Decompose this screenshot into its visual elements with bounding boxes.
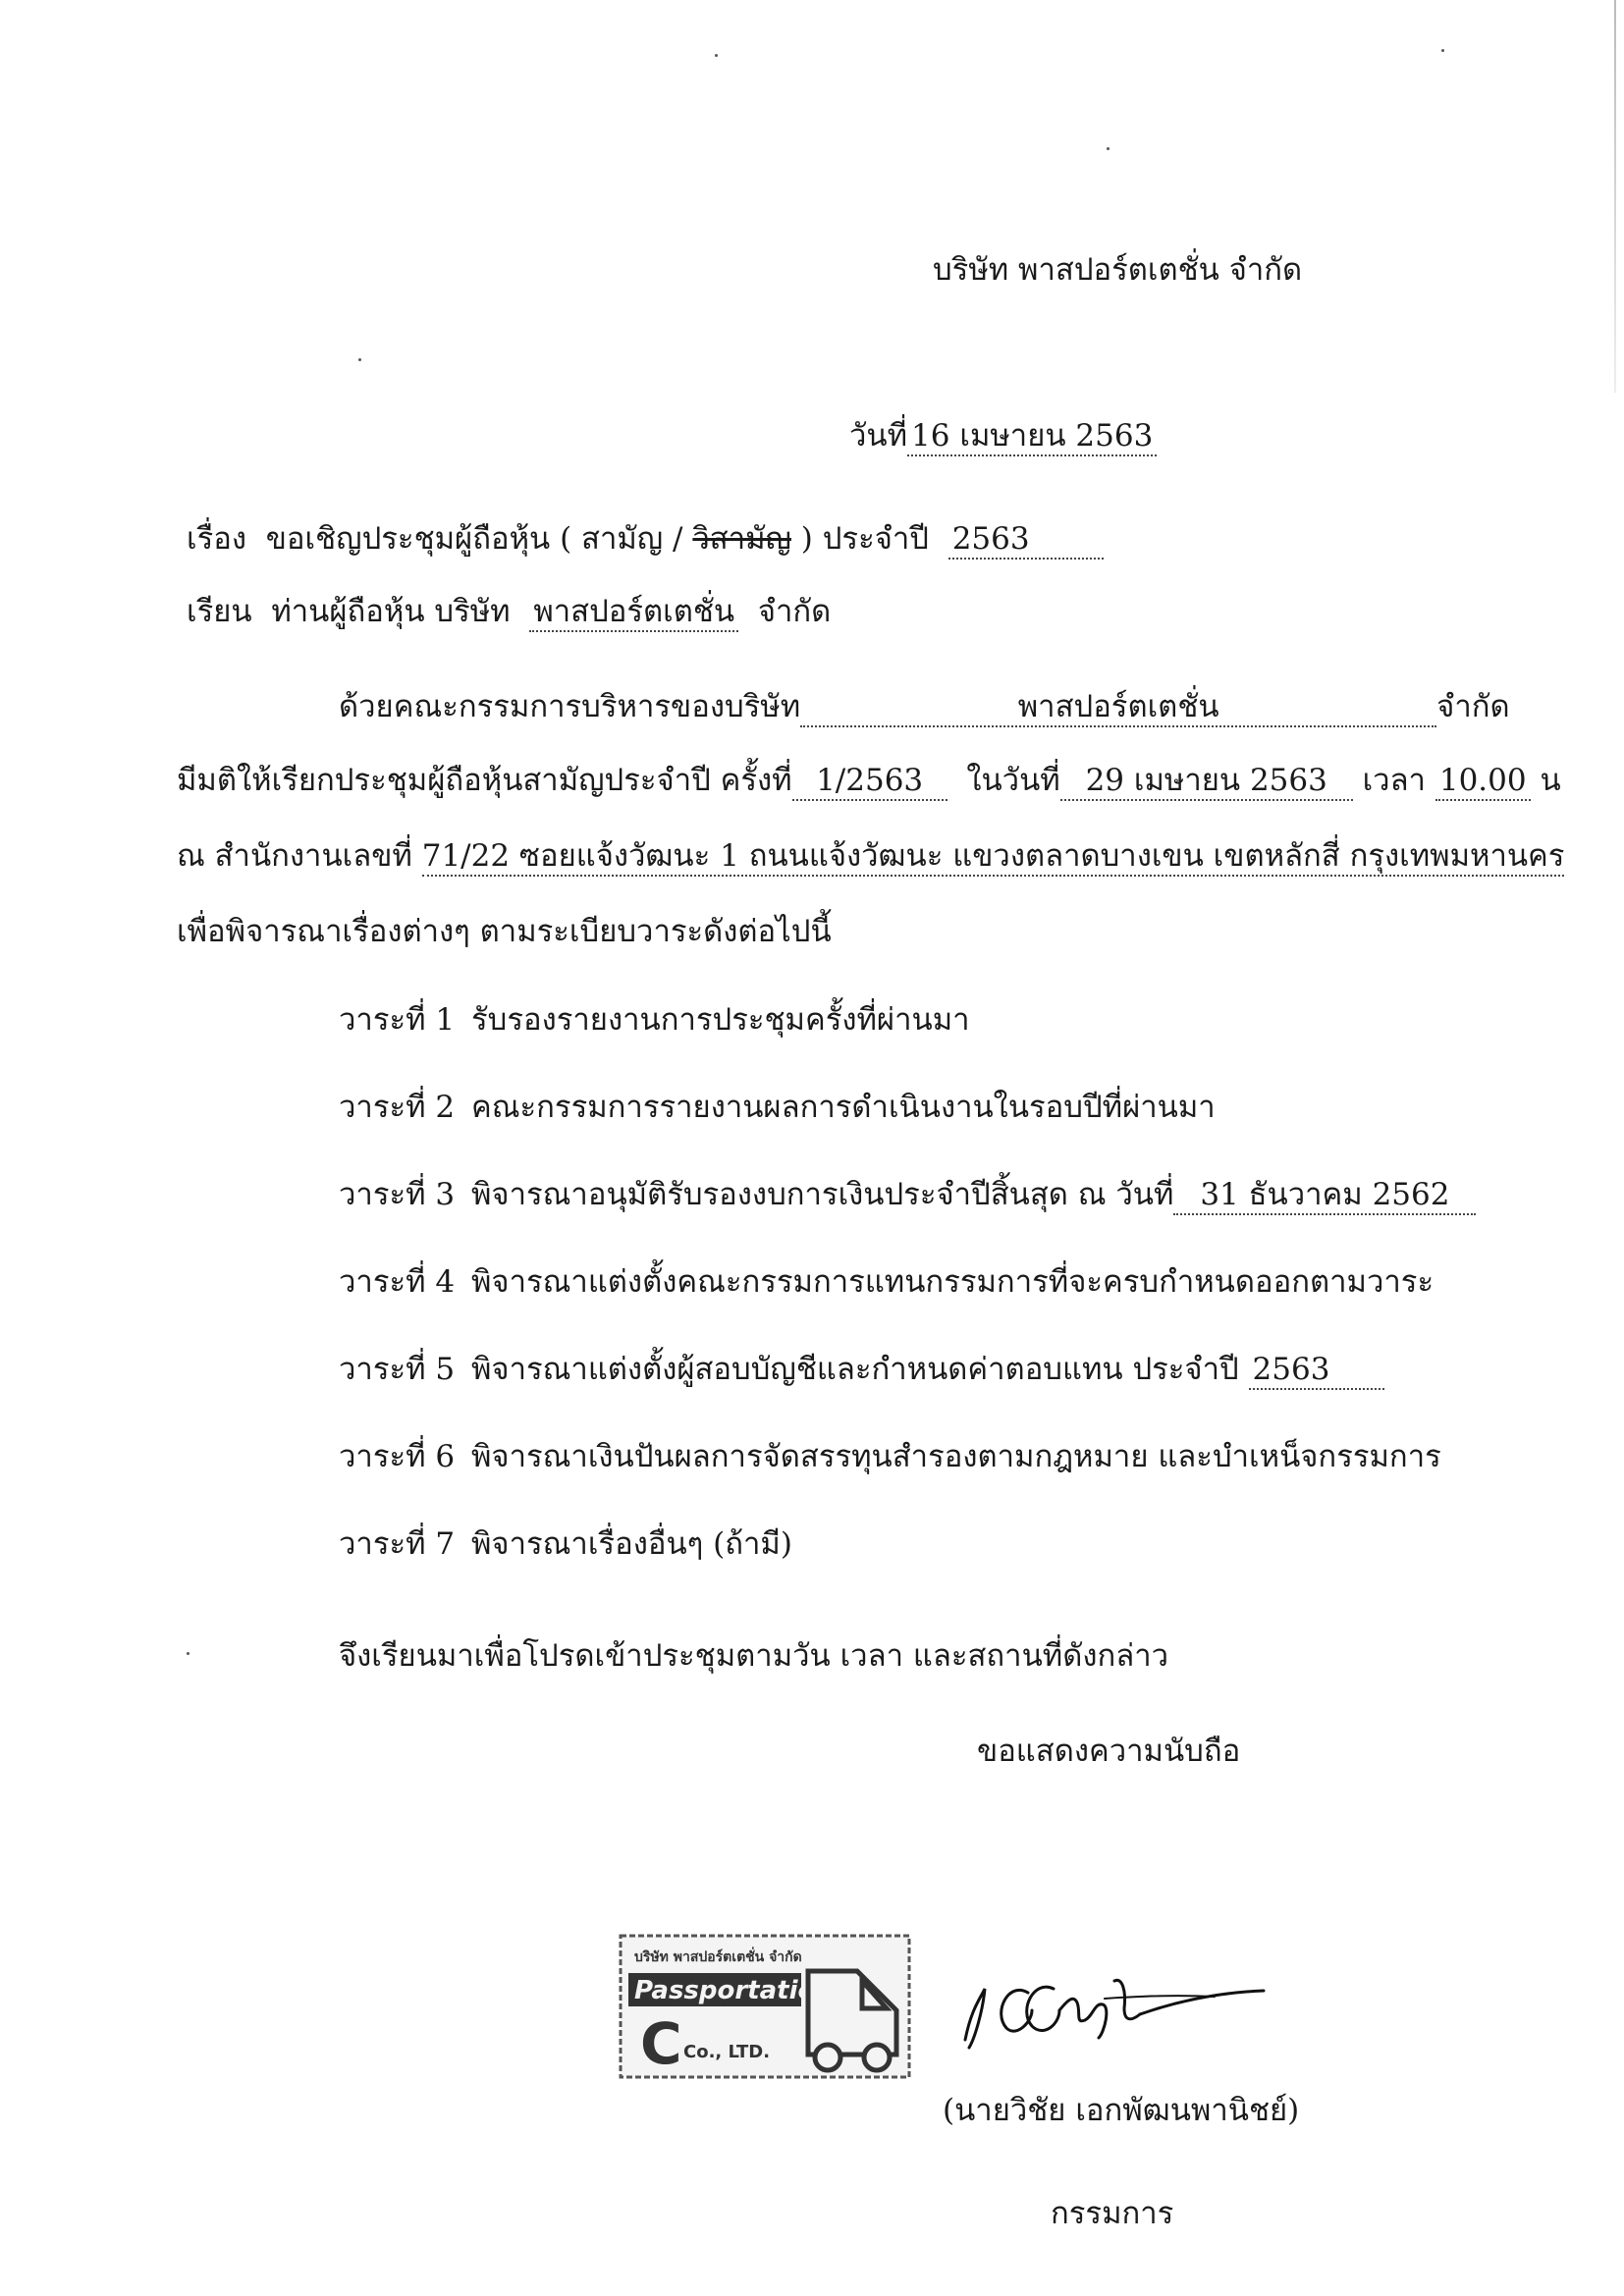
agenda-label: วาระที่ 6 (339, 1439, 456, 1474)
agenda-text: รับรองรายงานการประชุมครั้งที่ผ่านมา (471, 1002, 970, 1038)
body-line2-prefix: มีมติให้เรียกประชุมผู้ถือหุ้นสามัญประจำปี ครั้งที่ (177, 763, 792, 798)
stamp-line-1: บริษัท พาสปอร์ตเตชั่น จำกัด (634, 1949, 802, 1965)
date-value: 16 เมษายน 2563 (907, 419, 1157, 456)
company-header: บริษัท พาสปอร์ตเตชั่น จำกัด (933, 252, 1303, 288)
subject-text-after: ) ประจำปี (790, 521, 929, 557)
subject-year: 2563 (948, 522, 1104, 560)
agenda-item (339, 1178, 1476, 1215)
subject-line (187, 522, 1104, 560)
agenda-label: วาระที่ 5 (339, 1352, 456, 1387)
signer-title: กรรมการ (1051, 2196, 1174, 2231)
agenda-item (339, 1353, 1384, 1390)
agenda-label: วาระที่ 3 (339, 1177, 456, 1212)
agenda-text: พิจารณาแต่งตั้งคณะกรรมการแทนกรรมการที่จะครบกำหนดออกตามวาระ (471, 1264, 1435, 1300)
body-line2-on: ในวันที่ (966, 763, 1060, 798)
agenda-label: วาระที่ 4 (339, 1264, 456, 1300)
agenda-label: วาระที่ 1 (339, 1002, 456, 1038)
agenda-text: พิจารณาเรื่องอื่นๆ (ถ้ามี) (471, 1526, 792, 1562)
scan-speck (358, 358, 361, 361)
stamp-line-3: Co., LTD. (683, 2042, 771, 2062)
signature (957, 1942, 1272, 2069)
body-line-4: เพื่อพิจารณาเรื่องต่างๆ ตามระเบียบวาระดังต่อไปนี้ (177, 914, 832, 949)
date-line (849, 419, 1157, 456)
meeting-address: 71/22 ซอยแจ้งวัฒนะ 1 ถนนแจ้งวัฒนะ แขวงตลาดบางเขน เขตหลักสี่ กรุงเทพมหานคร (422, 839, 1565, 877)
salutation-company: พาสปอร์ตเตชั่น (529, 595, 738, 632)
agenda-text: พิจารณาอนุมัติรับรองงบการเงินประจำปีสิ้นสุด ณ วันที่ (471, 1177, 1174, 1212)
closing-text: จึงเรียนมาเพื่อโปรดเข้าประชุมตามวัน เวลา และสถานที่ดังกล่าว (339, 1638, 1169, 1674)
body-company: พาสปอร์ตเตชั่น (800, 690, 1436, 727)
time-unit: น (1540, 763, 1561, 798)
salutation-line (187, 595, 831, 632)
time-label: เวลา (1362, 763, 1426, 798)
scan-speck (1441, 49, 1444, 52)
agenda-item (339, 1091, 1216, 1126)
stamp-line-2: Passportation (634, 1976, 834, 2005)
agenda-text: พิจารณาเงินปันผลการจัดสรรทุนสำรองตามกฎหมาย และบำเหน็จกรรมการ (471, 1439, 1441, 1474)
body-line1-suffix: จำกัด (1436, 689, 1510, 724)
subject-struck-option: วิสามัญ (692, 521, 791, 557)
svg-text:C: C (640, 2010, 682, 2077)
body-line-2 (177, 764, 1561, 801)
agenda-item (339, 1440, 1441, 1475)
agenda-label: วาระที่ 2 (339, 1090, 456, 1125)
agenda-item (339, 1527, 792, 1563)
body-line3-prefix: ณ สำนักงานเลขที่ (177, 838, 412, 874)
meeting-number: 1/2563 (792, 764, 947, 801)
meeting-time: 10.00 (1435, 764, 1531, 801)
salutation-label: เรียน (187, 594, 252, 629)
scan-speck (187, 1652, 189, 1655)
scan-speck (1107, 147, 1110, 150)
agenda-item (339, 1003, 970, 1039)
agenda-text: คณะกรรมการรายงานผลการดำเนินงานในรอบปีที่ผ่านมา (471, 1090, 1216, 1125)
agenda-fill: 2563 (1249, 1353, 1384, 1390)
body-line-3 (177, 839, 1564, 877)
date-label: วันที่ (849, 418, 908, 454)
agenda-label: วาระที่ 7 (339, 1526, 456, 1562)
signer-name: (นายวิชัย เอกพัฒนพานิชย์) (943, 2093, 1300, 2128)
subject-label: เรื่อง (187, 521, 247, 557)
scan-edge-shadow (1614, 0, 1616, 393)
agenda-item (339, 1265, 1434, 1301)
body-line1-prefix: ด้วยคณะกรรมการบริหารของบริษัท (339, 689, 801, 724)
company-stamp (617, 1932, 913, 2081)
agenda-fill: 31 ธันวาคม 2562 (1173, 1178, 1476, 1215)
salutation-suffix: จำกัด (757, 594, 832, 629)
agenda-text: พิจารณาแต่งตั้งผู้สอบบัญชีและกำหนดค่าตอบแทน ประจำปี (471, 1352, 1239, 1387)
scan-speck (715, 54, 718, 57)
meeting-date: 29 เมษายน 2563 (1060, 764, 1353, 801)
regards-text: ขอแสดงความนับถือ (977, 1734, 1241, 1769)
body-line-1 (339, 690, 1510, 727)
subject-text-before: ขอเชิญประชุมผู้ถือหุ้น ( สามัญ / (265, 521, 693, 557)
salutation-text: ท่านผู้ถือหุ้น บริษัท (271, 594, 511, 629)
